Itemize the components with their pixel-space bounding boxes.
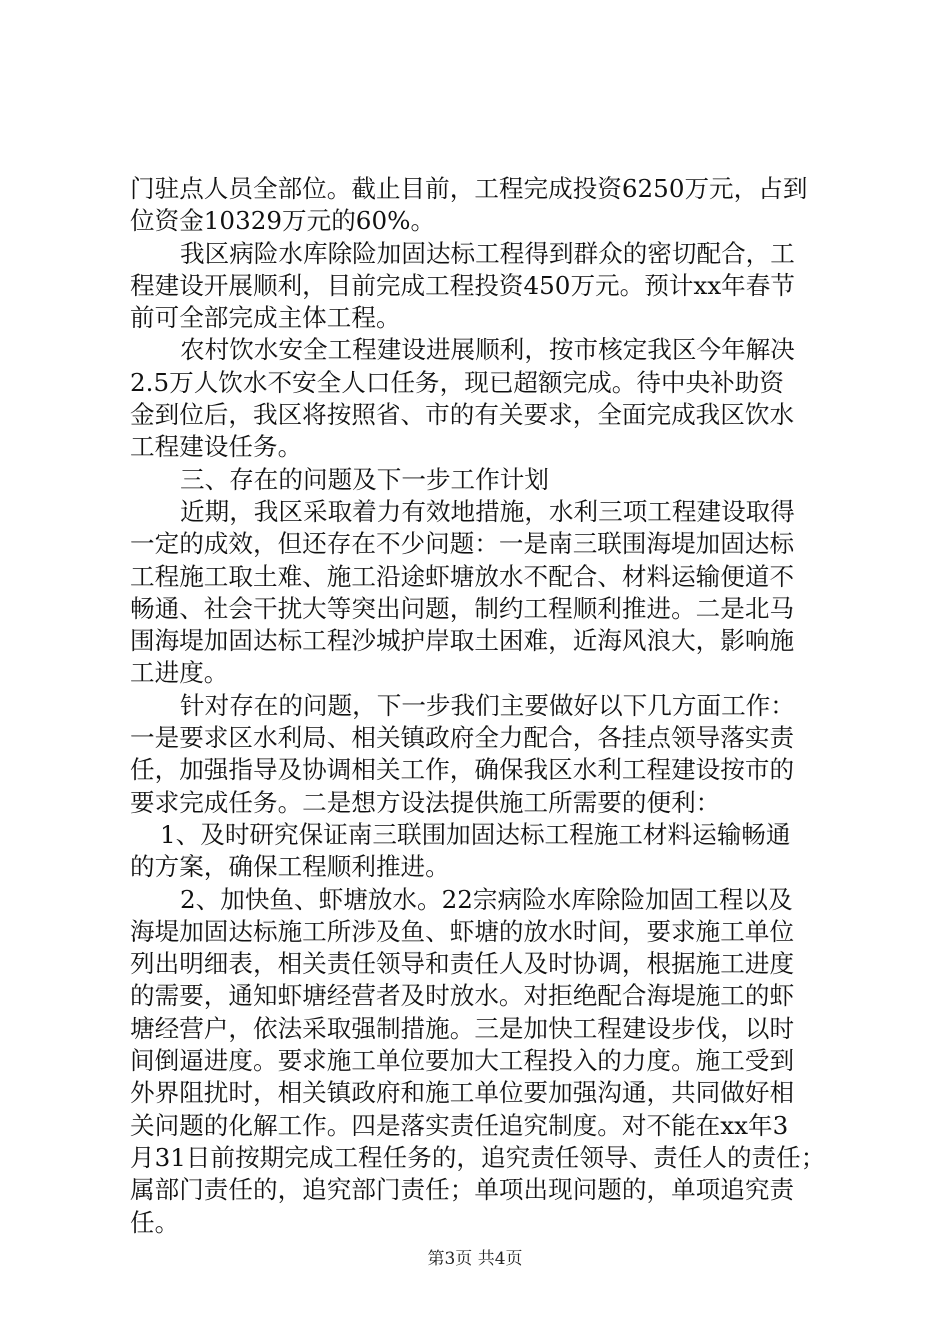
text-line: 属部门责任的，追究部门责任；单项出现问题的，单项追究责	[130, 1175, 795, 1205]
text-line: 外界阻扰时，相关镇政府和施工单位要加强沟通，共同做好相	[130, 1078, 795, 1108]
document-body	[130, 173, 830, 1239]
page-footer: 第3页 共4页	[427, 1249, 523, 1269]
text-line: 月31日前按期完成工程任务的，追究责任领导、责任人的责任；	[130, 1142, 826, 1172]
text-line: 的方案，确保工程顺利推进。	[130, 852, 450, 882]
text-line: 间倒逼进度。要求施工单位要加大工程投入的力度。施工受到	[130, 1046, 795, 1076]
text-line: 围海堤加固达标工程沙城护岸取土困难，近海风浪大，影响施	[130, 626, 795, 656]
text-line: 塘经营户，依法采取强制措施。三是加快工程建设步伐，以时	[130, 1013, 795, 1043]
text-line: 针对存在的问题，下一步我们主要做好以下几方面工作：	[180, 690, 795, 720]
text-line: 任。	[130, 1207, 180, 1237]
text-line: 前可全部完成主体工程。	[130, 303, 401, 333]
text-line: 列出明细表，相关责任领导和责任人及时协调，根据施工进度	[130, 949, 795, 979]
text-line: 任，加强指导及协调相关工作，确保我区水利工程建设按市的	[130, 755, 795, 785]
text-line: 工程施工取土难、施工沿途虾塘放水不配合、材料运输便道不	[130, 561, 795, 591]
text-line: 程建设开展顺利，目前完成工程投资450万元。预计xx年春节	[130, 270, 795, 300]
text-line: 工程建设任务。	[130, 432, 303, 462]
text-line: 三、存在的问题及下一步工作计划	[180, 464, 549, 494]
text-line: 门驻点人员全部位。截止目前，工程完成投资6250万元，占到	[130, 174, 808, 203]
text-line: 的需要，通知虾塘经营者及时放水。对拒绝配合海堤施工的虾	[130, 981, 795, 1011]
text-line: 1、及时研究保证南三联围加固达标工程施工材料运输畅通	[160, 819, 791, 849]
text-line: 2.5万人饮水不安全人口任务，现已超额完成。待中央补助资	[130, 367, 784, 397]
text-line: 农村饮水安全工程建设进展顺利，按市核定我区今年解决	[180, 335, 795, 365]
text-line: 工进度。	[130, 658, 229, 688]
text-line: 海堤加固达标施工所涉及鱼、虾塘的放水时间，要求施工单位	[130, 916, 795, 946]
text-line: 2、加快鱼、虾塘放水。22宗病险水库除险加固工程以及	[180, 884, 793, 914]
text-line: 一定的成效，但还存在不少问题：一是南三联围海堤加固达标	[130, 529, 795, 559]
text-line: 金到位后，我区将按照省、市的有关要求，全面完成我区饮水	[130, 400, 795, 430]
text-line: 一是要求区水利局、相关镇政府全力配合，各挂点领导落实责	[130, 723, 795, 753]
text-line: 位资金10329万元的60%。	[130, 206, 436, 236]
text-line: 近期，我区采取着力有效地措施，水利三项工程建设取得	[180, 496, 795, 526]
text-line: 畅通、社会干扰大等突出问题，制约工程顺利推进。二是北马	[130, 593, 795, 623]
text-line: 要求完成任务。二是想方设法提供施工所需要的便利：	[130, 787, 721, 817]
text-line: 我区病险水库除险加固达标工程得到群众的密切配合，工	[180, 238, 795, 268]
text-line: 关问题的化解工作。四是落实责任追究制度。对不能在xx年3	[130, 1110, 789, 1140]
